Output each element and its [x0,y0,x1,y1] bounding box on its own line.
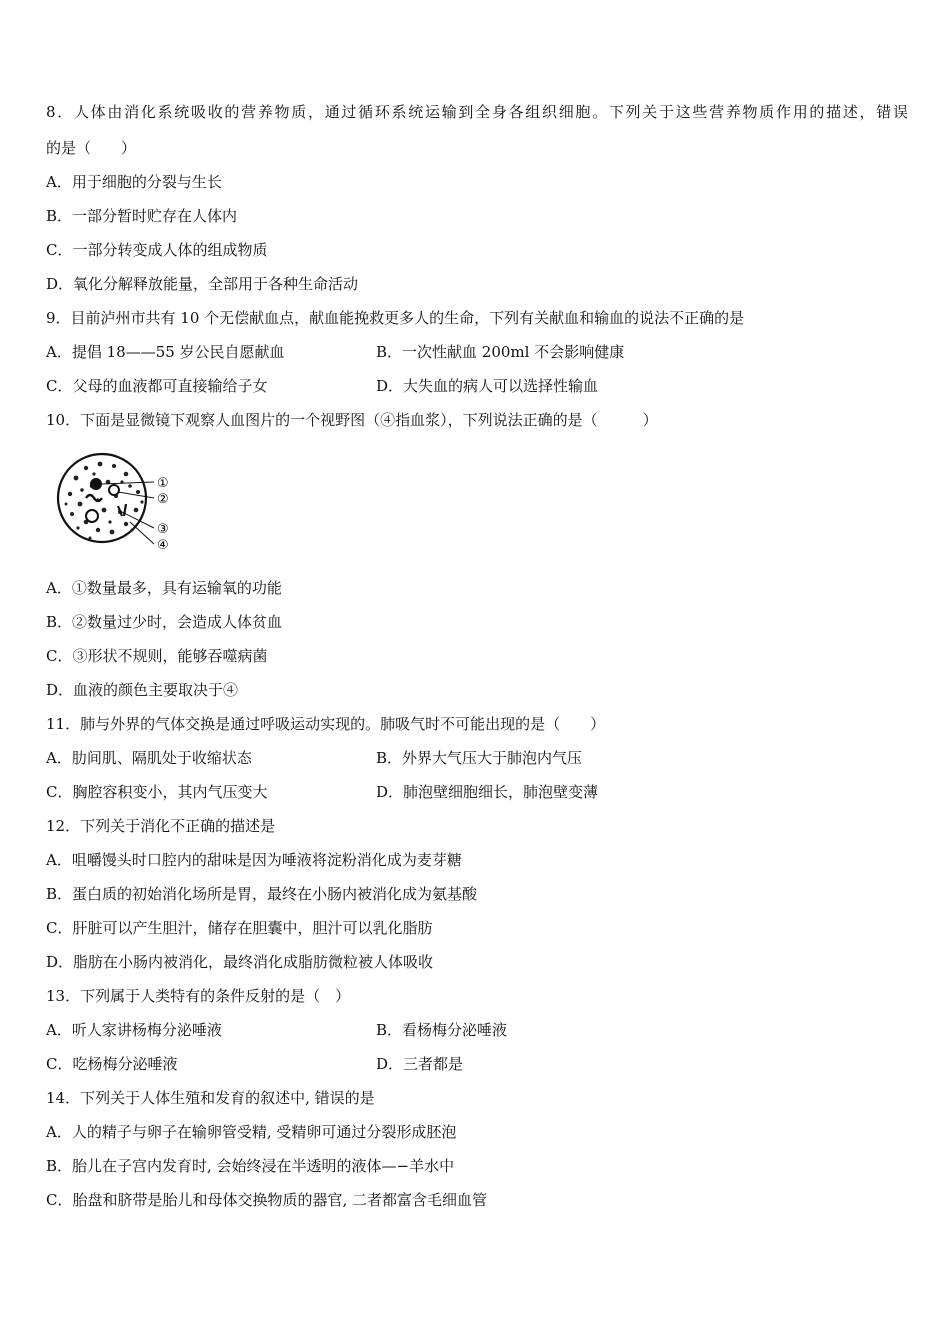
q8-option-d: D．氧化分解释放能量，全部用于各种生命活动 [46,275,359,293]
q8-stem-line1: 8．人体由消化系统吸收的营养物质，通过循环系统运输到全身各组织细胞。下列关于这些营养物质作用的描述，错误 [46,103,908,121]
q8-option-c: C．一部分转变成人体的组成物质 [46,241,268,259]
q11-stem: 11．肺与外界的气体交换是通过呼吸运动实现的。肺吸气时不可能出现的是（ ） [46,715,606,733]
q14-stem: 14．下列关于人体生殖和发育的叙述中, 错误的是 [46,1089,375,1107]
q13-stem: 13．下列属于人类特有的条件反射的是（ ） [46,987,351,1005]
q10-option-d: D．血液的颜色主要取决于④ [46,681,239,699]
microscope-view-diagram [56,452,176,554]
q9-stem: 9．目前泸州市共有 10 个无偿献血点，献血能挽救更多人的生命，下列有关献血和输血的说法不正确的是 [46,309,745,327]
q11-option-a: A．肋间肌、隔肌处于收缩状态 [46,749,252,767]
q11-option-c: C．胸腔容积变小，其内气压变大 [46,783,268,801]
q8-stem-line2: 的是（ ） [46,139,137,157]
q11-option-d: D．肺泡壁细胞细长，肺泡壁变薄 [376,783,599,801]
q12-option-d: D．脂肪在小肠内被消化，最终消化成脂肪微粒被人体吸收 [46,953,434,971]
q11-option-b: B．外界大气压大于肺泡内气压 [376,749,583,767]
q12-option-a: A．咀嚼馒头时口腔内的甜味是因为唾液将淀粉消化成为麦芽糖 [46,851,462,869]
q9-option-a: A．提倡 18——55 岁公民自愿献血 [46,343,285,361]
figure-label-2: ② [157,492,169,507]
q12-option-b: B．蛋白质的初始消化场所是胃，最终在小肠内被消化成为氨基酸 [46,885,478,903]
q13-option-d: D．三者都是 [376,1055,464,1073]
q9-option-d: D．大失血的病人可以选择性输血 [376,377,599,395]
figure-label-4: ④ [157,538,169,553]
q9-option-b: B．一次性献血 200ml 不会影响健康 [376,343,625,361]
q10-option-c: C．③形状不规则，能够吞噬病菌 [46,647,268,665]
q13-option-a: A．听人家讲杨梅分泌唾液 [46,1021,222,1039]
q9-option-c: C．父母的血液都可直接输给子女 [46,377,268,395]
q8-option-b: B．一部分暂时贮存在人体内 [46,207,238,225]
q14-option-b: B．胎儿在子宫内发育时, 会始终浸在半透明的液体—−羊水中 [46,1157,455,1175]
q10-option-b: B．②数量过少时，会造成人体贫血 [46,613,283,631]
q13-option-b: B．看杨梅分泌唾液 [376,1021,508,1039]
q14-option-a: A．人的精子与卵子在输卵管受精, 受精卵可通过分裂形成胚泡 [46,1123,457,1141]
q12-option-c: C．肝脏可以产生胆汁，储存在胆囊中，胆汁可以乳化脂肪 [46,919,433,937]
blood-smear-figure [56,452,176,554]
figure-label-3: ③ [157,522,169,537]
q12-stem: 12．下列关于消化不正确的描述是 [46,817,276,835]
white-cell-1 [90,478,102,490]
q8-option-a: A．用于细胞的分裂与生长 [46,173,222,191]
q10-stem: 10．下面是显微镜下观察人血图片的一个视野图（④指血浆），下列说法正确的是（ ） [46,411,658,429]
q13-option-c: C．吃杨梅分泌唾液 [46,1055,178,1073]
q14-option-c: C．胎盘和脐带是胎儿和母体交换物质的器官, 二者都富含毛细血管 [46,1191,488,1209]
q10-option-a: A．①数量最多，具有运输氧的功能 [46,579,282,597]
figure-label-1: ① [157,476,169,491]
